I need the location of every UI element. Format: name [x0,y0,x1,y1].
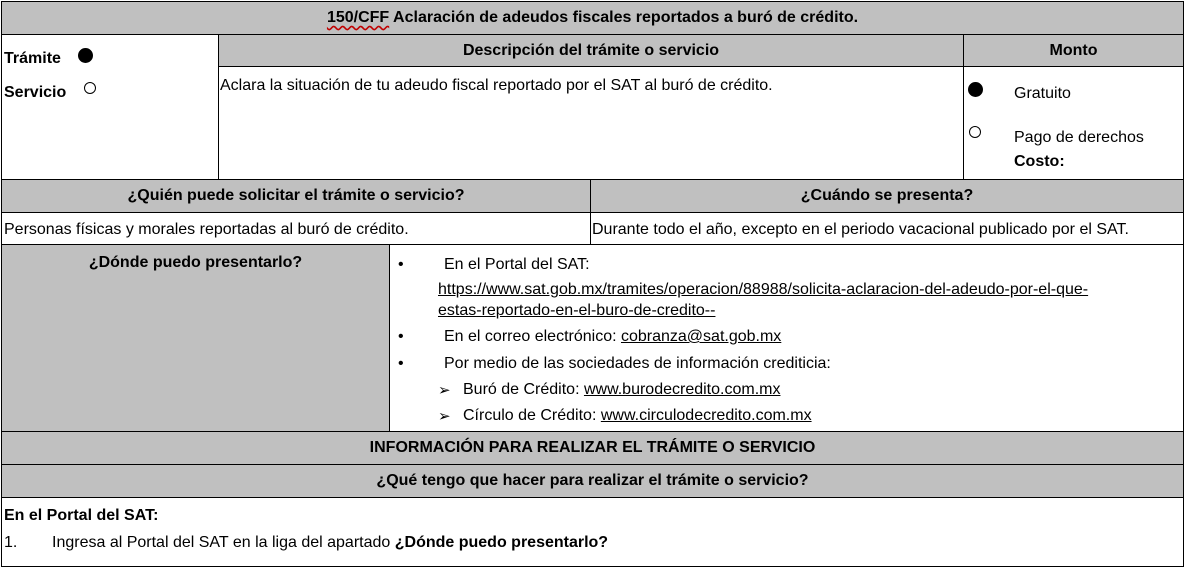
buro-link[interactable]: www.burodecredito.com.mx [583,381,781,398]
correo-label: En el correo electrónico: [444,328,621,345]
descripcion-header: Descripción del trámite o servicio [218,34,964,67]
correo-line [444,328,781,346]
tramite-selected-icon [78,48,93,63]
monto-header: Monto [963,34,1184,67]
gratuito-selected-icon [968,82,983,97]
sociedades-label: Por medio de las sociedades de información crediticia: [444,355,831,372]
servicio-unselected-icon [84,82,96,94]
step1-number: 1. [4,534,18,551]
gratuito-label: Gratuito [1014,85,1071,102]
bullet: • [398,256,404,273]
buro-label: Buró de Crédito: [463,381,584,398]
arrow-icon: ➢ [438,408,451,425]
step1-plain: Ingresa al Portal del SAT en la liga del apartado [52,534,395,551]
descripcion-text: Aclara la situación de tu adeudo fiscal reportado por el SAT al buró de crédito. [220,77,773,94]
steps-cell [1,497,1184,567]
pago-label: Pago de derechos [1014,129,1144,146]
form-code: 150/CFF [326,9,390,26]
tramite-label: Trámite [4,50,61,67]
bullet: • [398,355,404,372]
cuando-header: ¿Cuándo se presenta? [590,179,1184,213]
bullet: • [398,328,404,345]
step1-bold: ¿Dónde puedo presentarlo? [394,534,609,551]
info-header: INFORMACIÓN PARA REALIZAR EL TRÁMITE O SERVICIO [1,431,1184,465]
quien-header: ¿Quién puede solicitar el trámite o servicio? [1,179,591,213]
circulo-line [463,407,812,425]
buro-line [463,381,780,399]
costo-label: Costo: [1014,153,1065,170]
arrow-icon: ➢ [438,382,451,399]
steps-portal-title: En el Portal del SAT: [4,507,159,524]
form-title [1,1,1184,35]
circulo-label: Círculo de Crédito: [463,407,601,424]
circulo-link[interactable]: www.circulodecredito.com.mx [600,407,812,424]
donde-header-cell [1,244,390,432]
portal-url-line1[interactable]: https://www.sat.gob.mx/tramites/operacion/88988/solicita-aclaracion-del-adeudo-por-el-que- [438,281,1089,298]
correo-link[interactable]: cobranza@sat.gob.mx [620,328,782,345]
donde-header: ¿Dónde puedo presentarlo? [88,254,303,271]
monto-cell [963,66,1184,180]
form-title-text: Aclaración de adeudos fiscales reportados a buró de crédito. [389,9,859,26]
cuando-text: Durante todo el año, excepto en el periodo vacacional publicado por el SAT. [592,221,1129,238]
portal-label: En el Portal del SAT: [444,256,590,273]
portal-url-line2[interactable]: estas-reportado-en-el-buro-de-credito-- [438,302,716,319]
pago-unselected-icon [969,126,981,138]
quien-text: Personas físicas y morales reportadas al buró de crédito. [4,221,409,238]
step1-text [52,534,608,552]
servicio-label: Servicio [4,84,67,101]
que-header: ¿Qué tengo que hacer para realizar el trámite o servicio? [1,464,1184,498]
